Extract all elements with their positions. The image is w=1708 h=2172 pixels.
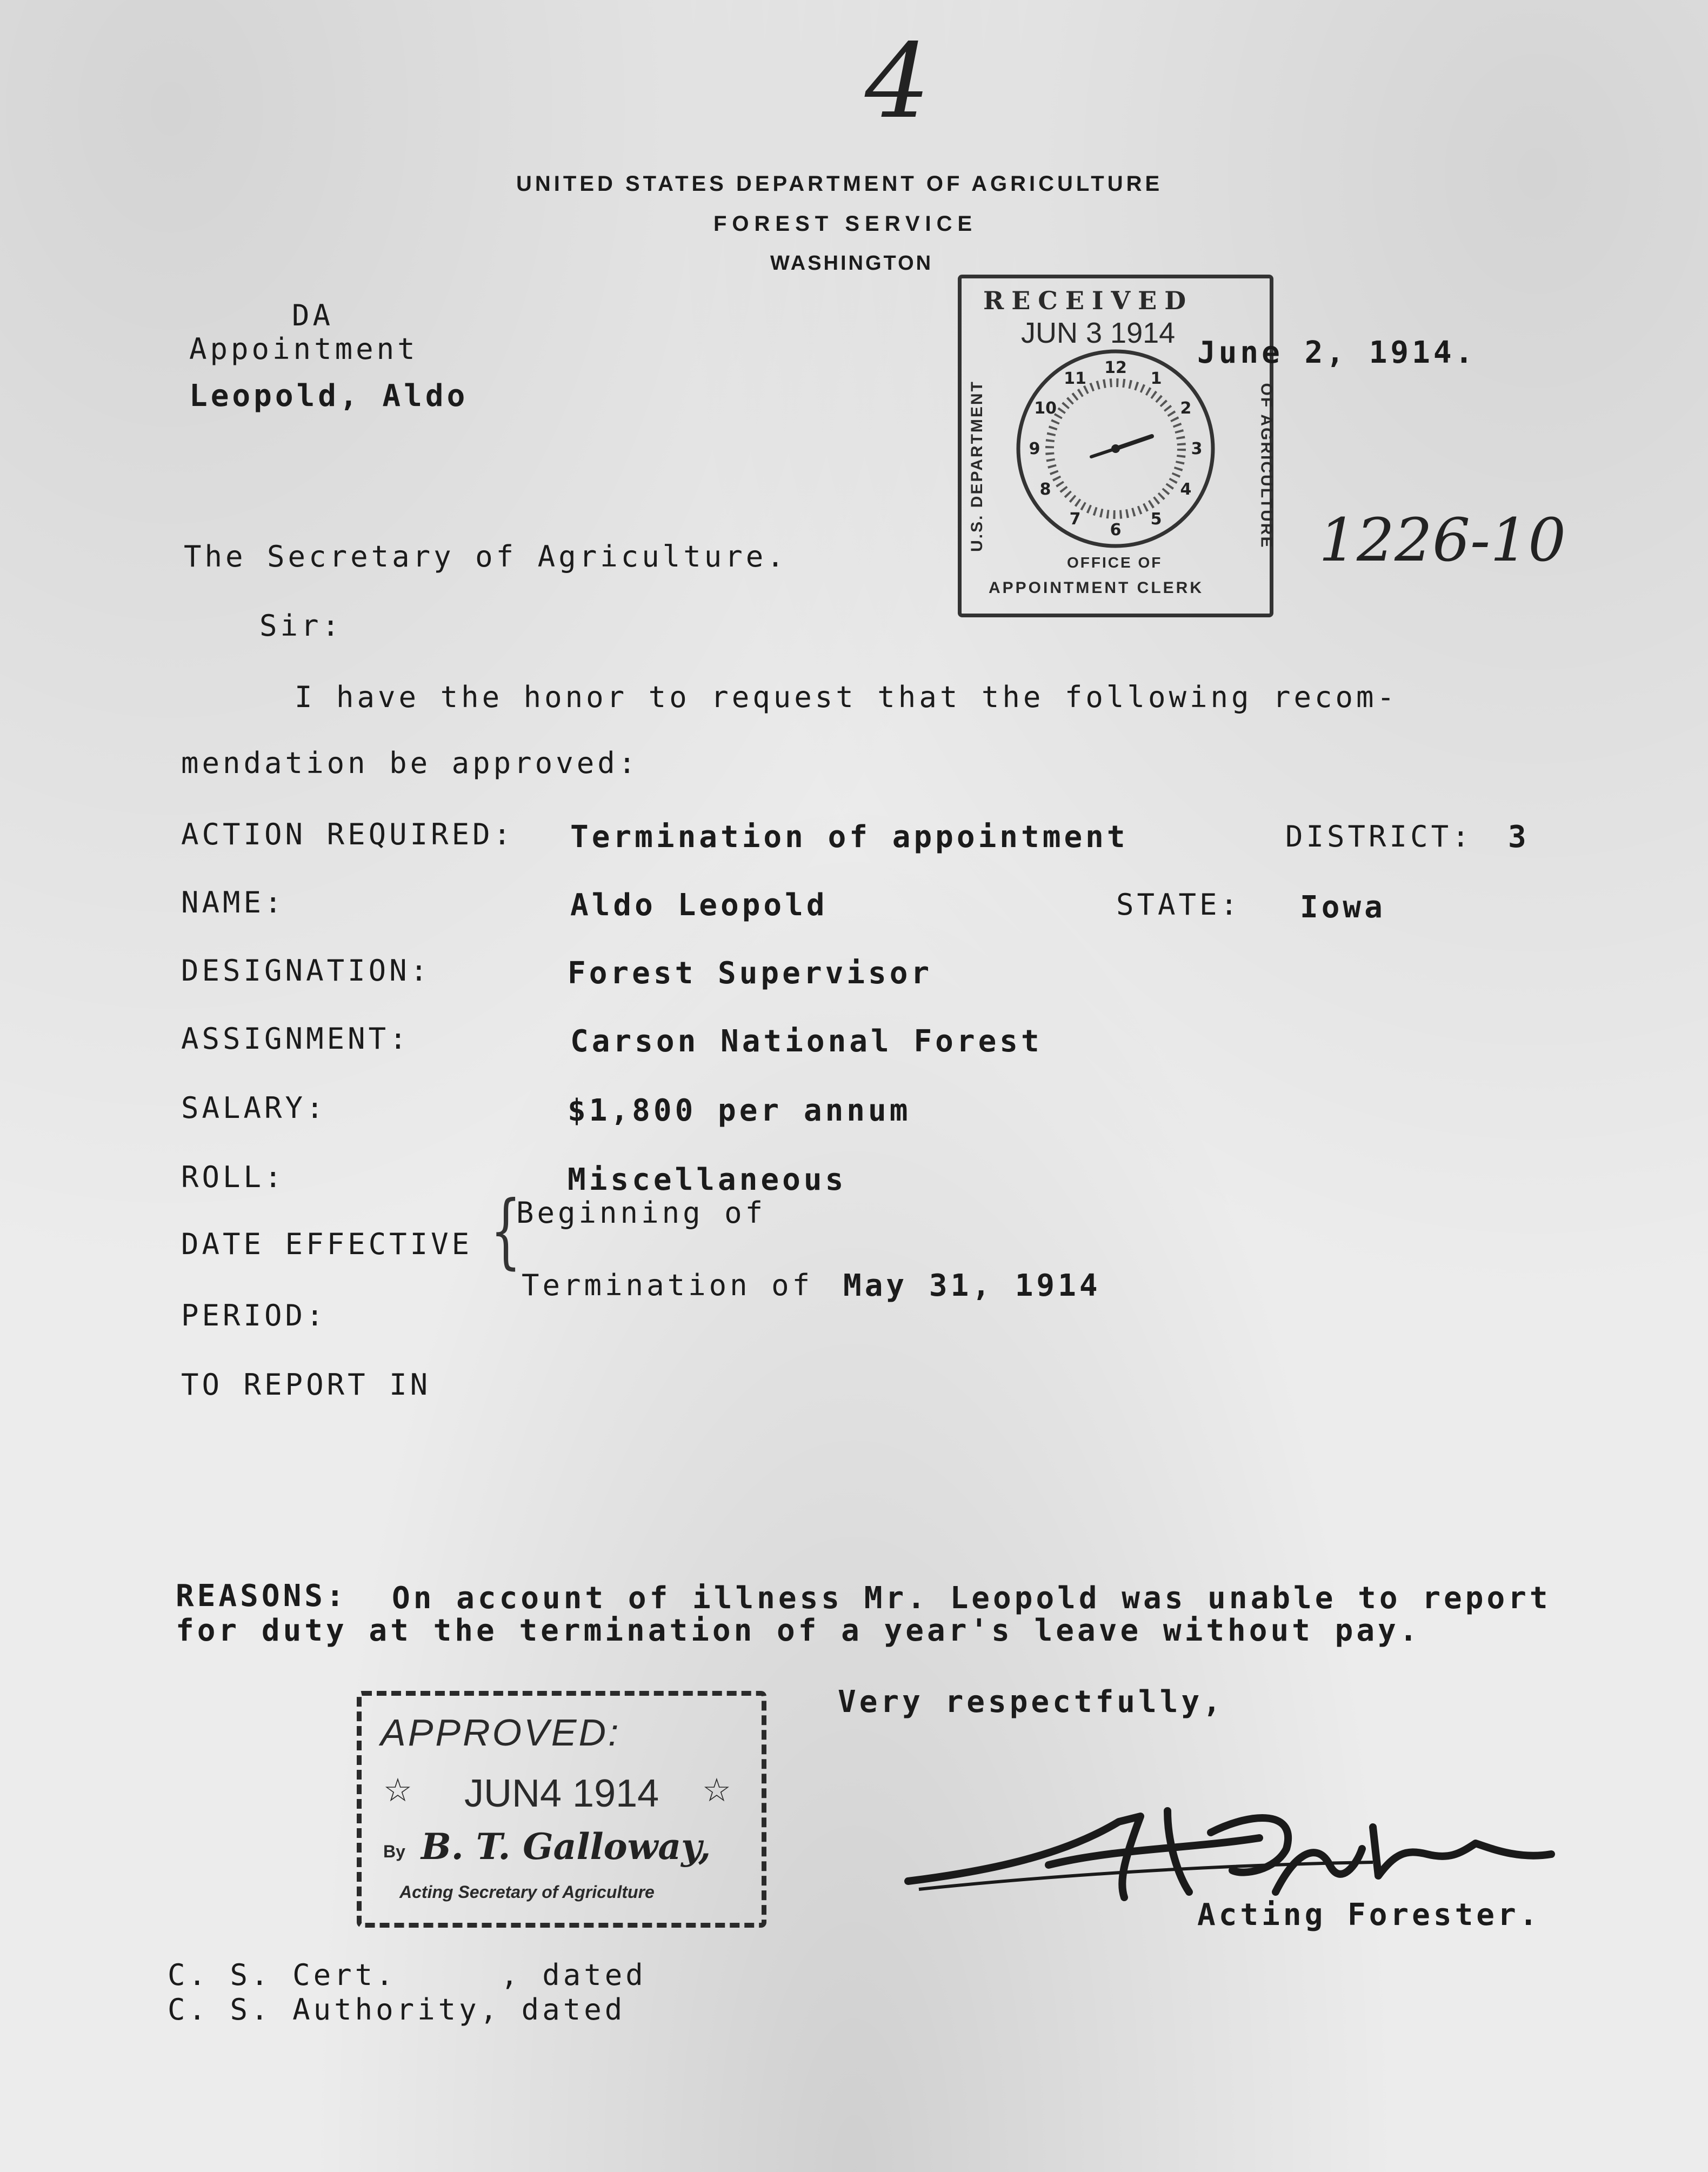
salutation: Sir: [259,609,343,643]
salary-label: SALARY: [181,1091,327,1125]
reference-name: Leopold, Aldo [189,378,469,414]
approved-stamp-signer: B. T. Galloway, [421,1825,711,1868]
assignment-label: ASSIGNMENT: [181,1022,410,1056]
star-icon-right: ☆ [702,1772,731,1808]
clock-number: 11 [1064,369,1086,389]
approved-stamp-subtitle: Acting Secretary of Agriculture [399,1882,655,1902]
received-stamp-right-text: OF AGRICULTURE [1257,383,1276,549]
clock-number: 2 [1180,399,1192,418]
name-value: Aldo Leopold [570,888,828,923]
handwritten-file-number: 1226-10 [1319,505,1566,575]
addressee: The Secretary of Agriculture. [184,539,788,574]
name-label: NAME: [181,885,285,920]
footer-line-2: C. S. Authority, dated [168,1993,626,2027]
letterhead-line-1: UNITED STATES DEPARTMENT OF AGRICULTURE [516,172,1163,196]
approved-stamp [357,1691,766,1928]
received-stamp-title: RECEIVED [983,286,1194,315]
star-icon-left: ☆ [383,1772,412,1808]
clock-number: 4 [1180,480,1192,499]
action-value: Termination of appointment [570,820,1129,855]
reasons-line-2: for duty at the termination of a year's leave without pay. [176,1613,1421,1648]
action-label: ACTION REQUIRED: [181,817,515,851]
reference-code: DA [292,298,334,332]
period-label: PERIOD: [181,1298,327,1332]
signer-title: Acting Forester. [1197,1897,1541,1933]
approved-stamp-date: JUN4 1914 [464,1772,659,1815]
beginning-label: Beginning of [516,1196,766,1230]
letterhead-line-3: WASHINGTON [770,252,933,275]
termination-label: Termination of [522,1268,813,1302]
received-stamp-bottom-line-2: APPOINTMENT CLERK [989,579,1204,597]
assignment-value: Carson National Forest [570,1024,1043,1059]
roll-value: Miscellaneous [568,1162,847,1197]
approved-stamp-title: APPROVED: [381,1711,621,1754]
roll-label: ROLL: [181,1160,285,1194]
closing: Very respectfully, [838,1684,1224,1720]
reasons-label: REASONS: [176,1578,348,1614]
body-line-2: mendation be approved: [181,746,639,780]
clock-number: 3 [1191,439,1203,458]
footer-line-1: C. S. Cert. , dated [168,1958,646,1992]
received-stamp-left-text: U.S. DEPARTMENT [968,380,986,552]
letterhead-line-2: FOREST SERVICE [713,212,978,236]
reasons-line-1: On account of illness Mr. Leopold was unable to report [392,1581,1551,1616]
termination-value: May 31, 1914 [843,1268,1101,1303]
clock-number: 5 [1150,509,1162,529]
received-stamp-bottom-line-1: OFFICE OF [1067,554,1163,571]
designation-value: Forest Supervisor [568,956,933,991]
approved-stamp-by: By [383,1842,405,1861]
clock-number: 8 [1039,480,1051,499]
clock-number: 6 [1110,521,1122,539]
district-label: DISTRICT: [1285,820,1473,854]
date-effective-label: DATE EFFECTIVE [181,1227,473,1261]
state-label: STATE: [1116,888,1242,922]
received-stamp [958,275,1276,617]
clock-number: 12 [1104,358,1127,377]
letter-date: June 2, 1914. [1197,335,1477,370]
state-value: Iowa [1300,890,1386,925]
clock-face [1010,343,1221,554]
clock-number: 10 [1034,399,1057,418]
designation-label: DESIGNATION: [181,954,431,988]
salary-value: $1,800 per annum [568,1093,911,1128]
clock-number: 7 [1069,509,1081,529]
clock-number: 1 [1150,369,1162,389]
report-label: TO REPORT IN [181,1368,431,1402]
body-line-1: I have the honor to request that the following recom- [295,680,1398,714]
reference-subject: Appointment [189,332,418,366]
handwritten-page-mark: 4 [865,22,930,141]
clock-number: 9 [1029,439,1040,458]
district-value: 3 [1508,820,1530,855]
brace: { [490,1184,522,1278]
received-stamp-date: JUN 3 1914 [1021,317,1176,349]
